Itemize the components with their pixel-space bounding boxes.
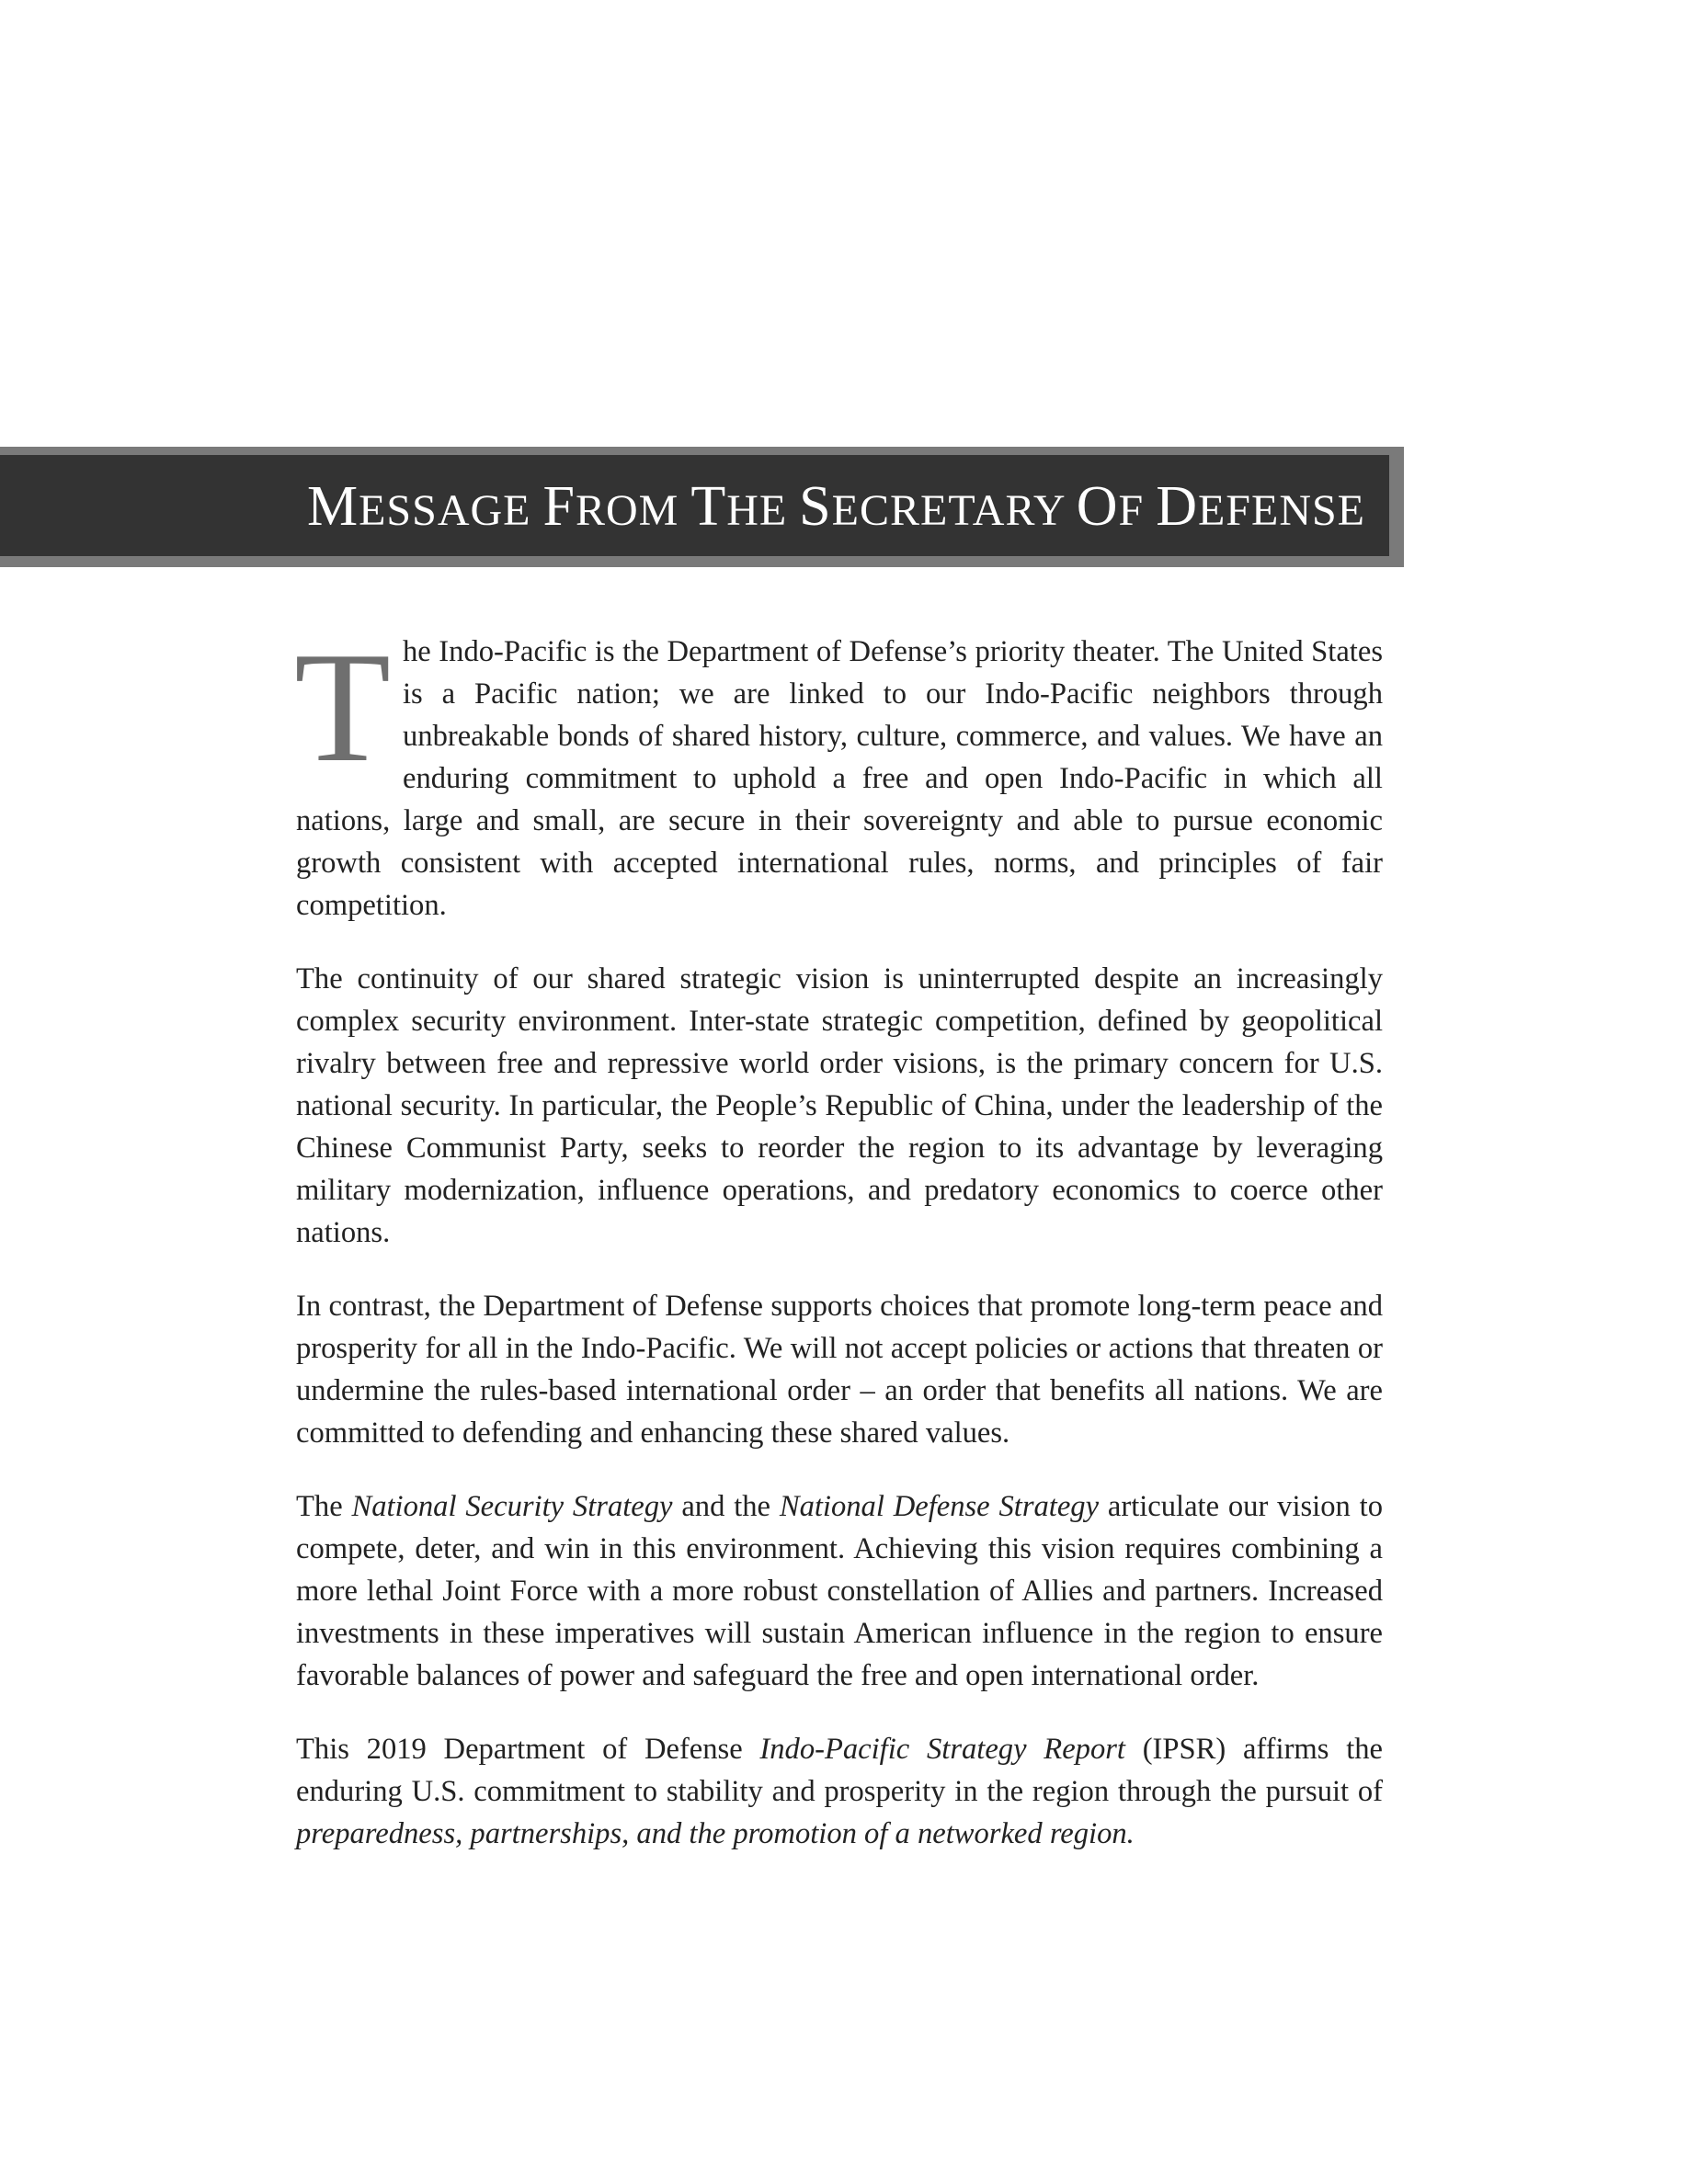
title-letter: D (1156, 475, 1198, 538)
title-banner-inner (0, 455, 1389, 556)
paragraph-1 (294, 620, 1383, 927)
paragraph-3: In contrast, the Department of Defense supports choices that promote long-term peace and prosperity for all in the Indo-Pacific. We will not accept policies or actions that threaten or undermine the rules-based international order – an order that benefits all nations. We are committed to defending and enhancing these shared values. (296, 1290, 1383, 1450)
page-title (307, 455, 1365, 556)
report-title: Indo-Pacific Strategy Report (759, 1733, 1125, 1766)
paragraph-5-text-b: (IPSR) affirms the enduring U.S. commitment to stability and prosperity in the region through the pursuit of (296, 1733, 1383, 1808)
title-smallcaps: F (1118, 486, 1157, 535)
title-smallcaps: ECRETARY (831, 486, 1077, 535)
title-smallcaps: ESSAGE (359, 486, 543, 535)
paragraph-5 (296, 1728, 1383, 1855)
title-smallcaps: EFENSE (1197, 486, 1365, 535)
message-body (294, 620, 1383, 1886)
drop-cap: T (294, 620, 392, 795)
title-letter: O (1076, 475, 1119, 538)
title-letter: F (542, 475, 576, 538)
paragraph-5-text-a: This 2019 Department of Defense (296, 1733, 760, 1766)
title-smallcaps: HE (726, 486, 800, 535)
paragraph-5-emphasis: preparedness, partnerships, and the promotion of a networked region. (296, 1817, 1135, 1850)
paragraph-4-text-a: The (296, 1490, 352, 1523)
paragraph-2: The continuity of our shared strategic vision is uninterrupted despite an increasingly complex security environment. Inter-state strategic competition, defined by geopolitical rivalry between free and repressive world order visions, is the primary concern for U.S. national security. In particular, the People’s Republic of China, under the leadership of the Chinese Communist Party, seeks to reorder the region to its advantage by leveraging military modernization, influence operations, and predatory economics to coerce other nations. (296, 962, 1383, 1249)
paragraph-4-text-b: and the (672, 1490, 780, 1523)
paragraph-4 (296, 1485, 1383, 1697)
paragraph-4-text-c: articulate our vision to compete, deter, and win in this environment. Achieving this vision requires combining a more lethal Joint Force with a more robust constellation of Allies and partners. Increased investments in these imperatives will sustain American influence in the region to ensure favorable balances of power and safeguard the free and open international order. (296, 1490, 1383, 1692)
title-letter: M (306, 475, 359, 538)
title-letter: T (690, 475, 727, 538)
title-letter: S (799, 475, 832, 538)
paragraph-1-text: he Indo-Pacific is the Department of Defense’s priority theater. The United States is a Pacific nation; we are linked to our Indo-Pacific neighbors through unbreakable bonds of shared history, culture, commerce, and values. We have an enduring commitment to uphold a free and open Indo-Pacific in which all nations, large and small, are secure in their sovereignty and able to pursue economic growth consistent with accepted international rules, norms, and principles of fair competition. (296, 635, 1383, 922)
nds-title: National Defense Strategy (779, 1490, 1100, 1523)
nss-title: National Security Strategy (351, 1490, 673, 1523)
title-banner (0, 447, 1404, 567)
title-smallcaps: ROM (575, 486, 691, 535)
